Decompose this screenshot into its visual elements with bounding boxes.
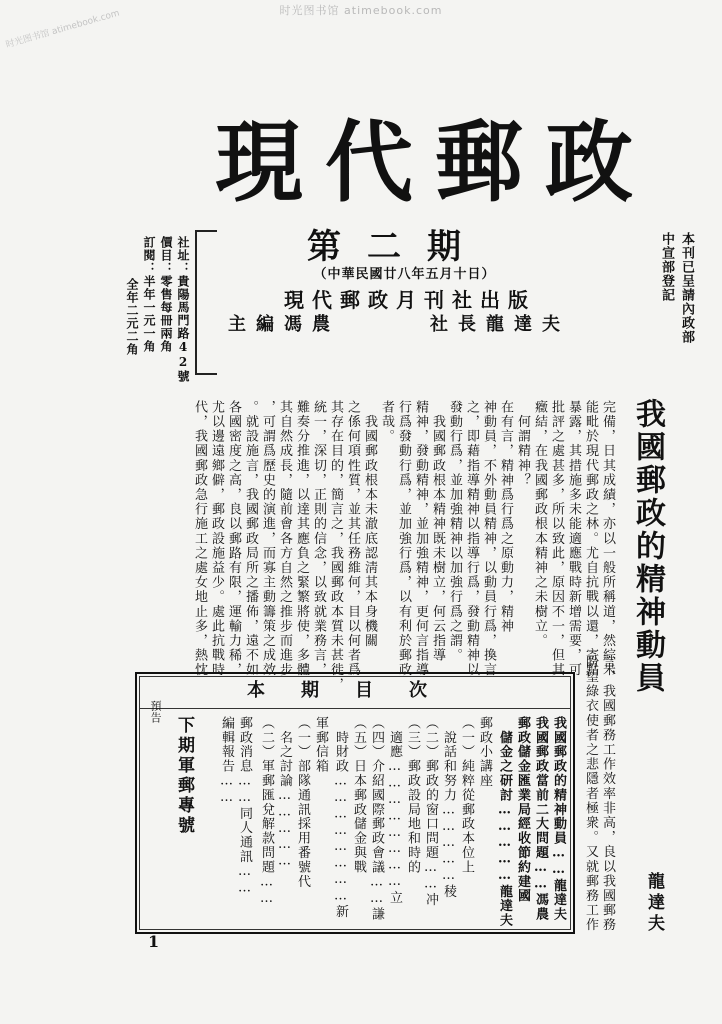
- toc-entry: 名之討論……………: [277, 716, 292, 870]
- editor-name: 主編馮農: [228, 314, 340, 335]
- article-column: 其存在目的，簡言之，我國郵政本質未甚徙，: [328, 400, 343, 692]
- article-column: 完備，日其成績，亦以一般所稱道，然綜未: [600, 400, 615, 678]
- toc-entry: 郵政消息……同人通訊……: [237, 716, 252, 897]
- toc-entry: （一）純粹從郵政本位上: [459, 716, 474, 875]
- article-column: 癥結，在我國郵政根本精神之未樹立。: [532, 400, 547, 649]
- subscription-line: 全年二元二角: [125, 278, 139, 356]
- registration-notice: 中宣部登記: [659, 232, 674, 302]
- registration-notice: 本刊已呈請內政部: [679, 232, 694, 344]
- toc-entry: 編輯報告……: [219, 716, 234, 807]
- article-column: 發動行爲，並加強精神以加強行爲之謂。: [447, 400, 462, 663]
- toc-entry: （二）軍郵匯兌解款問題……: [259, 716, 274, 908]
- toc-entry: 郵政儲金匯業局經收節約建國: [515, 716, 530, 904]
- toc-entry: （二）郵政的窗口問題……冲: [423, 716, 438, 908]
- article-column: 統一，深切，正則的信念，以致就業務言，: [311, 400, 326, 678]
- article-column: 何謂精神？: [515, 400, 530, 488]
- article-column: 我國郵政根本未澈底認淸其本身機關: [362, 400, 377, 649]
- subscription-line: 社址：貴陽馬門路42號: [176, 236, 190, 383]
- page-number: 1: [148, 932, 160, 951]
- article-column: 盼望綠衣使者之悲隱者極衆。又就郵務工作: [583, 655, 598, 933]
- article-column: 精神，發動精神，並加強精神，更何言指導: [413, 400, 428, 678]
- next-issue-title: 下期軍郵專號: [174, 716, 194, 836]
- issue-date: （中華民國廿八年五月十日）: [313, 267, 496, 282]
- next-issue-label: 預告: [149, 700, 162, 724]
- toc-divider: [139, 708, 571, 709]
- article-column: 其自然成長，隨前會各方自然之推步而進步: [277, 400, 292, 678]
- subscription-line: 價目：零售每冊兩角: [159, 236, 173, 353]
- article-column: 在有言，精神爲行爲之原動力，精神: [498, 400, 513, 634]
- article-column: 批評之處甚多，所以致此，原因不一，但其: [549, 400, 564, 678]
- toc-entry: 說話和努力……………稜: [441, 716, 456, 899]
- toc-entry: 郵政小講座: [477, 716, 492, 788]
- article-column: 能毗於現代郵政之林。尤自抗戰以還，寄點: [583, 400, 598, 678]
- article-column: 我國郵政根本精神既未樹立，何云指導: [430, 400, 445, 663]
- article-column: 言，我國郵務工作效率非高，良以我國郵務: [600, 655, 615, 933]
- article-column: 者哉。: [379, 400, 394, 444]
- toc-entry: 適應……………………立: [387, 716, 402, 905]
- article-column: 尤以邊遠鄉僻，郵政設施益少。處此抗戰時: [209, 400, 224, 678]
- issue-number: 第二期: [307, 227, 487, 267]
- director-name: 社長龍達夫: [430, 314, 570, 335]
- article-column: 之，即藉指導精神以指導行爲，發動精神以: [464, 400, 479, 678]
- masthead-title: 現代郵政: [214, 110, 655, 214]
- article-column: 暴露，其措施多未能適應戰時新增需要，可: [566, 400, 581, 678]
- toc-entry: （五）日本郵政儲金與戰: [351, 716, 366, 875]
- article-column: 代，我國郵政急行施工之處女地止多，熱忱: [192, 400, 207, 678]
- article-column: 難奏分推進，以達其應負之緊繁將使，多體: [294, 400, 309, 678]
- toc-heading: 本期目次: [247, 680, 463, 701]
- article-column: 各國密度之高，良以郵路有限，運輸力稀，: [226, 400, 241, 678]
- toc-entry: 我國郵政的精神動員……龍達夫: [551, 716, 566, 922]
- toc-entry: （一）部隊通訊採用番號代: [295, 716, 310, 889]
- watermark-top: 时光图书馆 atimebook.com: [279, 4, 443, 17]
- toc-entry: 儲金之研討……………龍達夫: [497, 716, 512, 928]
- toc-entry: 軍郵信箱: [313, 716, 328, 774]
- toc-entry: 我國郵政當前二大問題……馮農: [533, 716, 548, 922]
- article-column: 之係何項性質，並其任務維何，目以何者爲: [345, 400, 360, 678]
- toc-entry: 時財政……………………新: [333, 716, 348, 920]
- publisher-line: 現代郵政月刊社出版: [284, 288, 536, 312]
- toc-entry: （四）介紹國際郵政會議……謙: [369, 716, 384, 922]
- subscription-bracket: [195, 230, 217, 375]
- article-column: 神動員，不外動員精神，以動員行爲，換言: [481, 400, 496, 678]
- toc-entry: （三）郵政設局地和時的: [405, 716, 420, 875]
- watermark-corner: 时光图书馆 atimebook.com: [4, 8, 121, 51]
- article-column: 行爲發動行爲，並加強行爲，以有利於郵政: [396, 400, 411, 678]
- article-column: 。就設施言，我國郵政局所之播佈，遠不如: [243, 400, 258, 678]
- article-author: 龍達夫: [644, 872, 664, 935]
- article-title: 我國郵政的精神動員: [630, 398, 665, 695]
- subscription-line: 訂閱：半年一元一角: [142, 236, 156, 353]
- article-column: ，可謂爲歷史的演進，而寡主動籌策之成效: [260, 400, 275, 678]
